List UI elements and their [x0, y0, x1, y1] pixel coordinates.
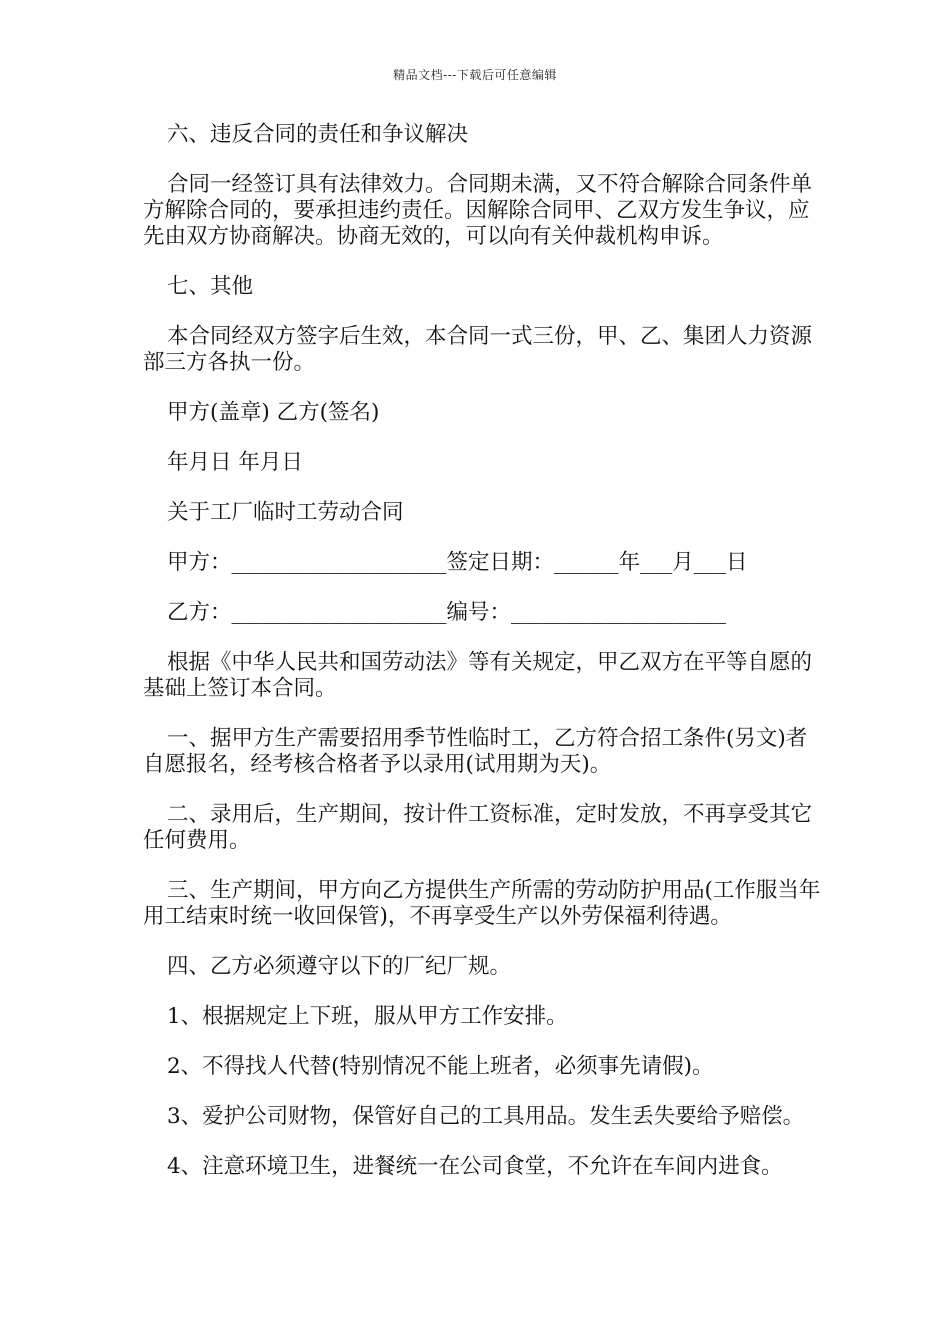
clause-3: 三、生产期间，甲方向乙方提供生产所需的劳动防护用品(工作服当年用工结束时统一收回保管)，不再享受生产以外劳保福利待遇。 [143, 878, 821, 929]
rule-2: 2、不得找人代替(特别情况不能上班者，必须事先请假)。 [167, 1054, 714, 1079]
party-b-line: 乙方：____________________编号：____________________ [167, 600, 727, 625]
clause-1: 一、据甲方生产需要招用季节性临时工，乙方符合招工条件(另文)者自愿报名，经考核合格者予以录用(试用期为天)。 [143, 726, 808, 777]
date-line: 年月日 年月日 [167, 450, 303, 475]
clause-2: 二、录用后，生产期间，按计件工资标准，定时发放，不再享受其它任何费用。 [143, 802, 813, 853]
clause-4: 四、乙方必须遵守以下的厂纪厂规。 [167, 954, 512, 979]
rule-4: 4、注意环境卫生，进餐统一在公司食堂，不允许在车间内进食。 [167, 1154, 783, 1179]
section-heading-other: 七、其他 [167, 274, 254, 299]
rule-1: 1、根据规定上下班，服从甲方工作安排。 [167, 1004, 568, 1029]
party-a-line: 甲方：____________________签定日期：______年___月___日 [167, 550, 748, 575]
signature-line: 甲方(盖章) 乙方(签名) [167, 400, 380, 425]
contract-title: 关于工厂临时工劳动合同 [167, 500, 404, 525]
rule-3: 3、爱护公司财物，保管好自己的工具用品。发生丢失要给予赔偿。 [167, 1104, 805, 1129]
paragraph-breach-liability: 合同一经签订具有法律效力。合同期未满，又不符合解除合同条件单方解除合同的，要承担违约责任。因解除合同甲、乙双方发生争议，应先由双方协商解决。协商无效的，可以向有关仲裁机构申诉。 [143, 172, 813, 249]
page-header: 精品文档---下载后可任意编辑 [393, 68, 557, 82]
paragraph-effective: 本合同经双方签字后生效，本合同一式三份，甲、乙、集团人力资源部三方各执一份。 [143, 324, 813, 375]
section-heading-breach: 六、违反合同的责任和争议解决 [167, 122, 469, 147]
paragraph-legal-basis: 根据《中华人民共和国劳动法》等有关规定，甲乙双方在平等自愿的基础上签订本合同。 [143, 650, 813, 701]
document-body [143, 122, 823, 1204]
